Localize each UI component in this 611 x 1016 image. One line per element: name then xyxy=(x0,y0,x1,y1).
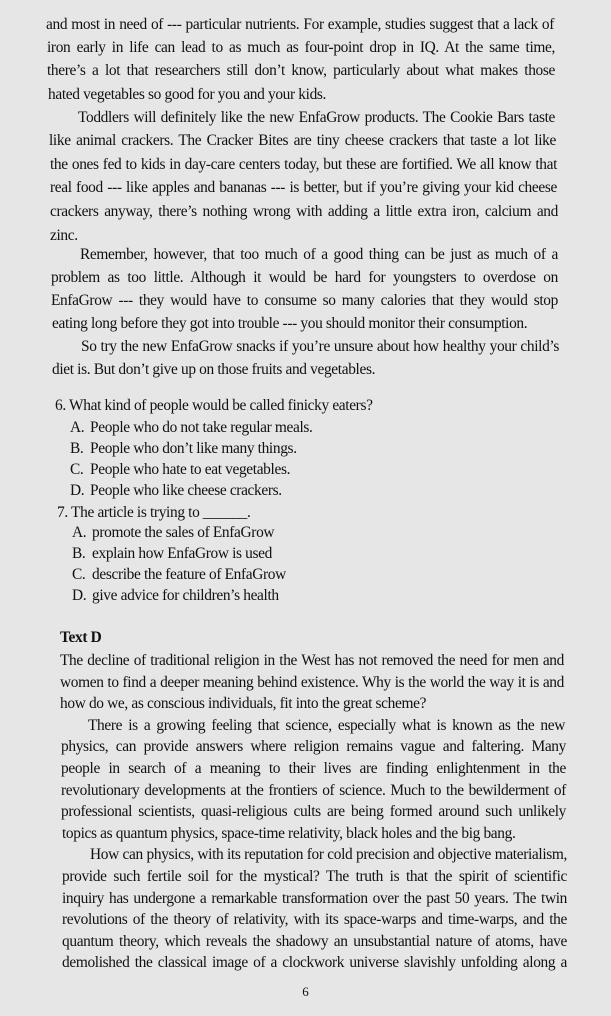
text-line: How can physics, with its reputation for cold precision and objective materialism, xyxy=(90,846,567,864)
text-line: demolished the classical image of a clockwork universe slavishly unfolding along a xyxy=(62,954,567,972)
text-line: how do we, as conscious individuals, fit into the great scheme? xyxy=(60,695,427,713)
text-line: Toddlers will definitely like the new EnfaGrow products. The Cookie Bars taste xyxy=(78,109,555,126)
option-letter: D. xyxy=(72,587,87,604)
option-letter: C. xyxy=(70,461,84,478)
text-line: provide such fertile soil for the mystical? The truth is that the spirit of scientific xyxy=(62,868,567,885)
text-line: iron early in life can lead to as much as four-point drop in IQ. At the same time, xyxy=(47,39,555,56)
text-line: inquiry has undergone a remarkable transformation over the past 50 years. The twin xyxy=(62,889,567,907)
text-line: there’s a lot that researchers still don’t know, particularly about what makes those xyxy=(47,62,555,79)
option-text: People who like cheese crackers. xyxy=(90,482,282,499)
option-letter: B. xyxy=(72,545,86,562)
text-line: and most in need of --- particular nutrients. For example, studies suggest that a lack of xyxy=(46,16,554,33)
text-line: So try the new EnfaGrow snacks if you’re unsure about how healthy your child’s xyxy=(81,338,559,355)
option-letter: B. xyxy=(70,440,84,457)
text-line: revolutions of the theory of relativity, with its space-warps and time-warps, and the xyxy=(62,911,567,929)
page-number: 6 xyxy=(302,984,309,999)
text-line: Remember, however, that too much of a good thing can be just as much of a xyxy=(80,246,558,263)
text-line: There is a growing feeling that science, especially what is known as the new xyxy=(88,716,565,734)
option-letter: A. xyxy=(72,524,87,541)
text-line: physics, can provide answers where religion remains vague and faltering. Many xyxy=(61,738,566,756)
question-stem: 7. The article is trying to ______. xyxy=(57,504,251,521)
text-line: The decline of traditional religion in the West has not removed the need for men and xyxy=(60,652,564,669)
option-text: give advice for children’s health xyxy=(92,587,279,604)
option-text: People who hate to eat vegetables. xyxy=(90,461,291,478)
option-text: People who don’t like many things. xyxy=(90,440,297,457)
text-line: EnfaGrow --- they would have to consume so many calories that they would stop xyxy=(51,292,558,309)
text-line: people in search of a meaning to their lives are finding enlightenment in the xyxy=(61,760,566,777)
question-stem: 6. What kind of people would be called finicky eaters? xyxy=(55,397,373,414)
text-line: eating long before they got into trouble --- you should monitor their consumption. xyxy=(52,315,528,332)
text-line: revolutionary developments at the frontiers of science. Much to the bewilderment of xyxy=(61,781,566,799)
section-heading: Text D xyxy=(60,629,102,646)
text-line: professional scientists, quasi-religious cults are being formed around such unlikely xyxy=(61,803,566,821)
text-line: crackers anyway, there’s nothing wrong with adding a little extra iron, calcium and xyxy=(50,203,558,220)
text-line: women to find a deeper meaning behind existence. Why is the world the way it is and xyxy=(60,673,564,691)
option-text: explain how EnfaGrow is used xyxy=(92,545,272,562)
option-letter: C. xyxy=(72,566,86,583)
text-line: problem as too little. Although it would be hard for youngsters to overdose on xyxy=(51,269,558,286)
option-letter: A. xyxy=(70,419,85,436)
text-line: like animal crackers. The Cracker Bites are tiny cheese crackers that taste a lot like xyxy=(49,132,556,149)
text-line: zinc. xyxy=(50,227,78,244)
option-text: promote the sales of EnfaGrow xyxy=(92,524,275,541)
option-text: describe the feature of EnfaGrow xyxy=(92,566,286,583)
text-line: topics as quantum physics, space-time relativity, black holes and the big bang. xyxy=(62,824,516,842)
option-letter: D. xyxy=(70,482,85,499)
text-line: the ones fed to kids in day-care centers today, but these are fortified. We all know that xyxy=(50,156,557,173)
text-line: hated vegetables so good for you and your kids. xyxy=(48,86,327,103)
text-line: quantum theory, which reveals the shadowy an unsubstantial nature of atoms, have xyxy=(62,932,567,950)
option-text: People who do not take regular meals. xyxy=(90,419,313,436)
text-line: diet is. But don’t give up on those fruits and vegetables. xyxy=(52,361,376,378)
text-line: real food --- like apples and bananas --- is better, but if you’re giving your kid cheese xyxy=(50,179,557,196)
